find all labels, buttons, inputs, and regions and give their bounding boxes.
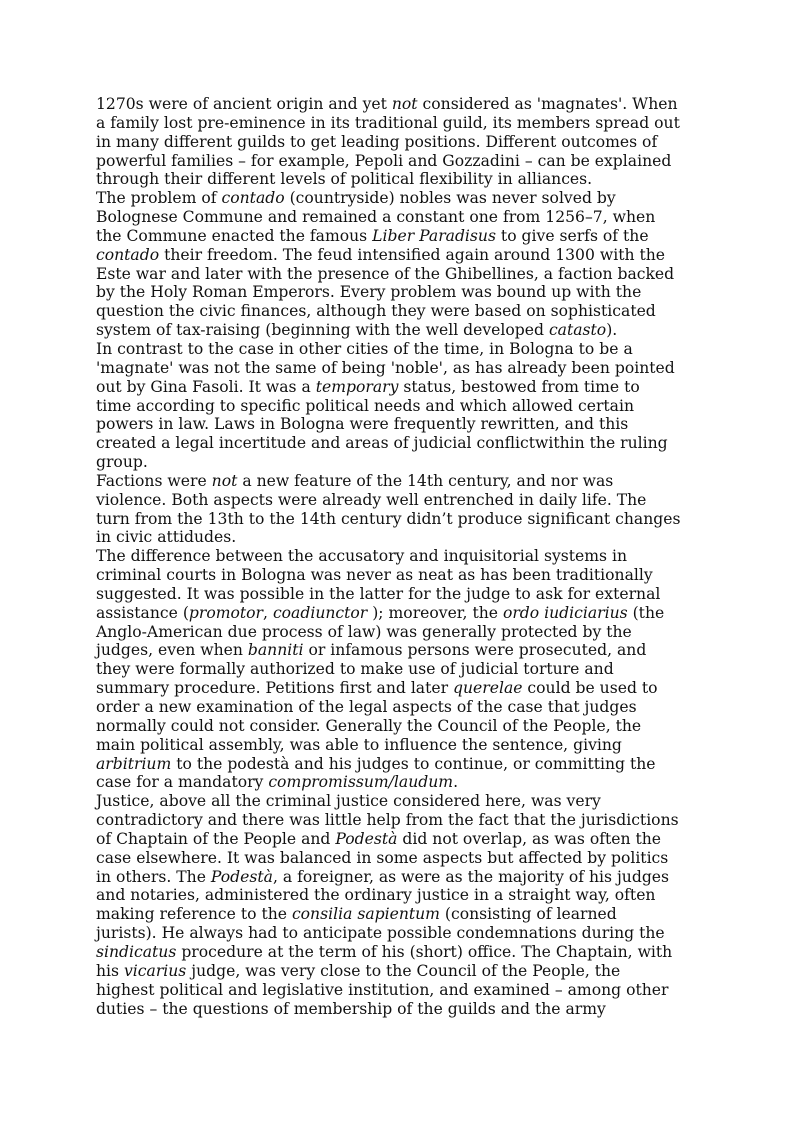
text-line (96, 717, 716, 736)
text-run: group. (96, 453, 148, 472)
text-line (96, 641, 716, 660)
text-run: jurists). He always had to anticipate possible condemnations during the (96, 924, 665, 943)
text-line (96, 378, 716, 397)
text-run: created a legal incertitude and areas of judicial conflictwithin the ruling (96, 434, 668, 453)
italic-term: catasto (548, 321, 607, 340)
text-line (96, 660, 716, 679)
text-run: 1270s were of ancient origin and yet (96, 95, 392, 113)
text-line (96, 868, 716, 887)
italic-term: querelae (453, 679, 523, 698)
italic-term: not (391, 95, 418, 113)
italic-term: not (211, 471, 238, 490)
italic-term: contado (221, 189, 285, 208)
text-run: violence. Both aspects were already well entrenched in daily life. The (96, 490, 647, 509)
paragraph (96, 472, 716, 547)
text-run: criminal courts in Bologna was never as neat as has been traditionally (96, 566, 653, 585)
paragraph (96, 189, 716, 340)
text-run: judge, was very close to the Council of the People, the (186, 961, 621, 980)
text-run: (consisting of learned (439, 905, 617, 924)
text-line (96, 981, 716, 1000)
text-run: contradictory and there was little help from the fact that the jurisdictions (96, 811, 679, 830)
text-line (96, 453, 716, 472)
text-line (96, 152, 716, 171)
text-line (96, 397, 716, 416)
text-run: did not overlap, as was often the (397, 829, 662, 848)
text-run: to give serfs of the (495, 226, 649, 245)
text-run: they were formally authorized to make use of judicial torture and (96, 660, 614, 679)
italic-term: Liber Paradisus (372, 226, 496, 245)
text-run: his (96, 961, 124, 980)
italic-term: coadiunctor (272, 603, 368, 622)
text-line (96, 359, 716, 378)
text-run: judges, even when (96, 641, 248, 660)
text-line (96, 227, 716, 246)
italic-term: promotor (188, 603, 264, 622)
text-line (96, 321, 716, 340)
text-run: , a foreigner, as were as the majority of his judges (272, 867, 670, 886)
text-line (96, 792, 716, 811)
text-run: The difference between the accusatory and inquisitorial systems in (96, 547, 628, 566)
text-run: order a new examination of the legal aspects of the case that judges (96, 698, 637, 716)
text-run: assistance ( (96, 603, 189, 622)
text-line (96, 623, 716, 642)
text-line (96, 1000, 716, 1019)
text-run: out by Gina Fasoli. It was a (96, 377, 316, 396)
text-run: ); moreover, the (367, 603, 503, 622)
text-run: powerful families – for example, Pepoli and Gozzadini – can be explained (96, 151, 672, 170)
text-run: time according to specific political needs and which allowed certain (96, 396, 635, 415)
text-run: the Commune enacted the famous (96, 226, 373, 245)
text-run: procedure at the term of his (short) office. The Chaptain, with (176, 942, 673, 961)
text-run: , (263, 603, 273, 622)
text-run: normally could not consider. Generally the Council of the People, the (96, 716, 642, 735)
text-line (96, 189, 716, 208)
text-run: The problem of (96, 189, 222, 208)
text-line (96, 604, 716, 623)
text-line (96, 736, 716, 755)
text-run: Anglo-American due process of law) was generally protected by the (96, 622, 632, 641)
text-run: could be used to (522, 679, 658, 698)
text-line (96, 95, 716, 114)
text-line (96, 114, 716, 133)
text-line (96, 283, 716, 302)
text-run: turn from the 13th to the 14th century didn’t produce significant changes (96, 509, 681, 528)
text-line (96, 849, 716, 868)
text-line (96, 208, 716, 227)
text-line (96, 924, 716, 943)
text-run: to the podestà and his judges to continue, or committing the (171, 754, 656, 773)
italic-term: Podestà (335, 829, 398, 848)
italic-term: banniti (247, 641, 304, 660)
text-run: powers in law. Laws in Bologna were frequently rewritten, and this (96, 415, 629, 434)
document-body (96, 95, 716, 1018)
text-line (96, 170, 716, 189)
text-run: Este war and later with the presence of the Ghibellines, a faction backed (96, 264, 675, 283)
text-line (96, 679, 716, 698)
text-line (96, 302, 716, 321)
text-line (96, 547, 716, 566)
text-line (96, 585, 716, 604)
text-line (96, 755, 716, 774)
italic-term: vicarius (124, 961, 187, 980)
text-line (96, 698, 716, 717)
text-line (96, 434, 716, 453)
italic-term: compromissum/laudum (268, 773, 454, 792)
text-run: a family lost pre-eminence in its traditional guild, its members spread out (96, 113, 680, 132)
text-line (96, 830, 716, 849)
italic-term: ordo iudiciarius (502, 603, 628, 622)
text-line (96, 811, 716, 830)
italic-term: contado (96, 245, 160, 264)
text-run: a new feature of the 14th century, and nor was (237, 471, 614, 490)
text-run: through their different levels of political flexibility in alliances. (96, 170, 593, 189)
text-line (96, 962, 716, 981)
text-run: ). (606, 321, 618, 340)
text-run: of Chaptain of the People and (96, 829, 336, 848)
text-run: by the Holy Roman Emperors. Every problem was bound up with the (96, 283, 642, 302)
text-run: suggested. It was possible in the latter for the judge to ask for external (96, 584, 661, 603)
text-line (96, 491, 716, 510)
text-run: making reference to the (96, 905, 292, 924)
text-run: or infamous persons were prosecuted, and (303, 641, 647, 660)
text-line (96, 472, 716, 491)
text-run: Justice, above all the criminal justice considered here, was very (96, 792, 601, 811)
italic-term: arbitrium (96, 754, 172, 773)
text-line (96, 340, 716, 359)
text-line (96, 528, 716, 547)
text-run: considered as 'magnates'. When (417, 95, 678, 113)
text-line (96, 773, 716, 792)
text-run: . (453, 773, 459, 792)
paragraph (96, 340, 716, 472)
text-run: their freedom. The feud intensified again around 1300 with the (159, 245, 666, 264)
paragraph (96, 547, 716, 792)
text-line (96, 415, 716, 434)
text-run: in civic attidudes. (96, 528, 237, 547)
text-run: question the civic finances, although they were based on sophisticated (96, 302, 656, 321)
text-line (96, 905, 716, 924)
text-run: in others. The (96, 867, 211, 886)
text-run: system of tax-raising (beginning with the well developed (96, 321, 549, 340)
text-line (96, 510, 716, 529)
text-line (96, 246, 716, 265)
text-line (96, 265, 716, 284)
text-run: case for a mandatory (96, 773, 269, 792)
text-run: and notaries, administered the ordinary justice in a straight way, often (96, 886, 656, 905)
text-run: main political assembly, was able to influence the sentence, giving (96, 735, 622, 754)
text-run: Factions were (96, 471, 212, 490)
text-line (96, 943, 716, 962)
text-run: highest political and legislative institution, and examined – among other (96, 980, 669, 999)
italic-term: sindicatus (96, 942, 177, 961)
paragraph (96, 792, 716, 1018)
text-run: Bolognese Commune and remained a constant one from 1256–7, when (96, 208, 656, 227)
paragraph (96, 95, 716, 189)
italic-term: consilia sapientum (291, 905, 440, 924)
text-run: (the (627, 603, 665, 622)
text-run: in many different guilds to get leading positions. Different outcomes of (96, 132, 658, 151)
text-line (96, 566, 716, 585)
italic-term: temporary (315, 377, 399, 396)
text-run: In contrast to the case in other cities of the time, in Bologna to be a (96, 339, 633, 358)
text-run: case elsewhere. It was balanced in some aspects but affected by politics (96, 848, 669, 867)
text-run: summary procedure. Petitions first and later (96, 679, 454, 698)
text-run: (countryside) nobles was never solved by (284, 189, 616, 208)
text-run: 'magnate' was not the same of being 'noble', as has already been pointed (96, 358, 675, 377)
text-run: duties – the questions of membership of the guilds and the army (96, 999, 606, 1018)
text-line (96, 133, 716, 152)
italic-term: Podestà (210, 867, 273, 886)
text-run: status, bestowed from time to (398, 377, 640, 396)
text-line (96, 886, 716, 905)
